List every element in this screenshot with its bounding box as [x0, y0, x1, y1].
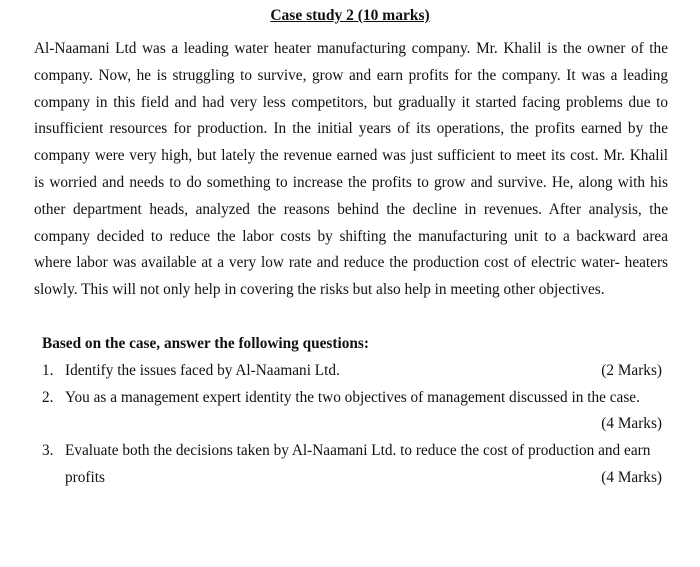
paragraph-line: company were very high, but lately the revenue earned was just sufficient to meet its cost. Mr. Khalil — [34, 147, 668, 165]
question-number: 3. — [42, 442, 54, 459]
paragraph-line: slowly. This will not only help in covering the risks but also help in meeting other objectives. — [34, 281, 605, 299]
question-marks: (4 Marks) — [601, 469, 662, 486]
case-study-title: Case study 2 (10 marks) — [270, 7, 430, 24]
paragraph-line: other department heads, analyzed the reasons behind the decline in revenues. After analysis, the — [34, 200, 668, 218]
question-text-continued: profits — [65, 469, 105, 486]
question-marks: (4 Marks) — [601, 415, 662, 432]
question-text: You as a management expert identity the two objectives of management discussed in the case. — [65, 389, 640, 406]
question-number: 2. — [42, 389, 54, 406]
questions-heading: Based on the case, answer the following questions: — [42, 335, 369, 352]
paragraph-line: company. Now, he is struggling to survive, grow and earn profits for the company. It was a leading — [34, 66, 668, 84]
paragraph-line: company in this field and had very less competitors, but gradually it started facing problems due to — [34, 93, 668, 111]
question-text: Evaluate both the decisions taken by Al-Naamani Ltd. to reduce the cost of production and earn — [65, 442, 651, 459]
paragraph-line: company decided to reduce the labor costs by shifting the manufacturing unit to a backward area — [34, 227, 668, 245]
paragraph-line: is worried and needs to do something to increase the profits to grow and survive. He, along with his — [34, 173, 668, 191]
paragraph-line: Al-Naamani Ltd was a leading water heater manufacturing company. Mr. Khalil is the owner of the — [34, 40, 668, 57]
question-text: Identify the issues faced by Al-Naamani Ltd. — [65, 362, 340, 379]
paragraph-line: where labor was available at a very low rate and reduce the production cost of electric water- heaters — [34, 254, 668, 272]
question-number: 1. — [42, 362, 54, 379]
question-marks: (2 Marks) — [601, 362, 662, 379]
case-paragraph — [34, 38, 668, 306]
paragraph-line: insufficient resources for production. In the initial years of its operations, the profits earned by the — [34, 120, 668, 138]
